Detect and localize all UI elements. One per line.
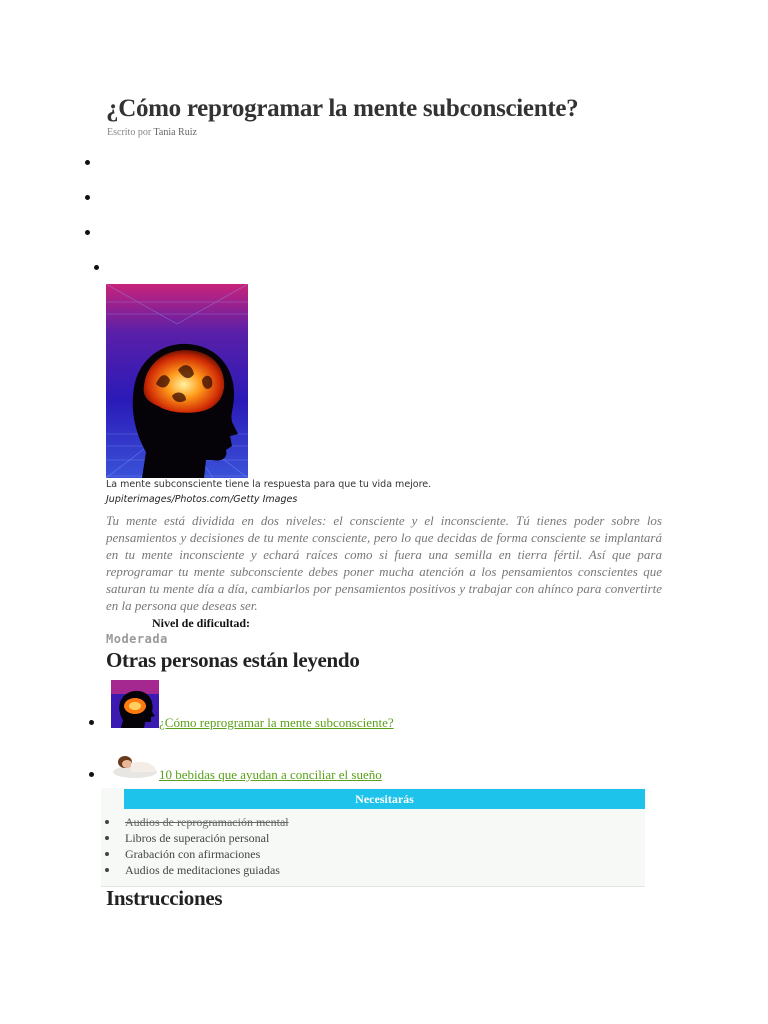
needs-heading: Necesitarás: [124, 789, 645, 809]
instructions-heading: Instrucciones: [106, 886, 223, 910]
list-bullet: [89, 720, 94, 725]
list-bullet: [85, 195, 90, 200]
list-bullet: [105, 836, 109, 840]
needs-list: [125, 814, 289, 878]
list-bullet: [105, 852, 109, 856]
hero-image-brain: [106, 284, 248, 478]
list-bullet: [85, 230, 90, 235]
list-bullet: [105, 868, 109, 872]
list-bullet: [89, 772, 94, 777]
difficulty-label: Nivel de dificultad:: [152, 616, 250, 630]
article-intro: Tu mente está dividida en dos niveles: el consciente y el inconsciente. Tú tienes poder sobre los pensamientos y decisiones de tu mente consciente, pero lo que decidas de forma consciente se implantará en tu mente inconsciente y echará raíces como si fuera una semilla en tierra fértil. Así que para reprogramar tu mente subconsciente debes poner mucha atención a los pensamientos conscientes que saturan tu mente día a día, cambiarlos por pensamientos positivos y trabajar con ahínco para convertirte en la persona que deseas ser.: [106, 513, 662, 613]
needs-item: Audios de reprogramación mental: [125, 814, 289, 830]
list-bullet: [105, 820, 109, 824]
needs-item: Audios de meditaciones guiadas: [125, 862, 289, 878]
image-credit: Jupiterimages/Photos.com/Getty Images: [106, 494, 298, 505]
needs-box: [101, 788, 645, 887]
related-link-2[interactable]: 10 bebidas que ayudan a conciliar el sueño: [159, 767, 382, 782]
list-bullet: [94, 265, 99, 270]
difficulty-value: Moderada: [106, 632, 168, 646]
author-name[interactable]: Tania Ruiz: [153, 127, 197, 138]
needs-item: Grabación con afirmaciones: [125, 846, 289, 862]
byline: [107, 127, 197, 138]
related-link-1[interactable]: ¿Cómo reprogramar la mente subconsciente?: [159, 715, 394, 730]
brain-thumbnail-icon[interactable]: [111, 680, 159, 728]
byline-prefix: Escrito por: [107, 127, 152, 138]
related-heading: Otras personas están leyendo: [106, 648, 360, 672]
sleeping-person-thumbnail-icon[interactable]: [111, 744, 159, 780]
needs-item: Libros de superación personal: [125, 830, 289, 846]
article-title: ¿Cómo reprogramar la mente subconsciente?: [106, 95, 579, 122]
image-caption: La mente subconsciente tiene la respuesta para que tu vida mejore.: [106, 479, 432, 490]
list-bullet: [85, 160, 90, 165]
